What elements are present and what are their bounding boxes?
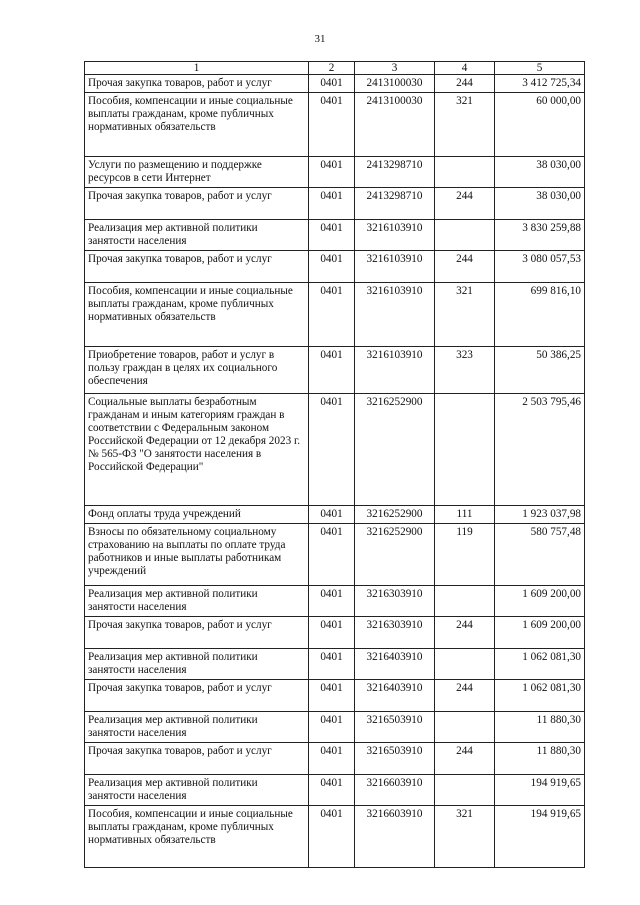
table-row	[85, 712, 585, 743]
row-dept-code-cell: 0401	[309, 806, 355, 868]
table-row	[85, 680, 585, 712]
row-name-cell: Пособия, компенсации и иные социальные выплаты гражданам, кроме публичных нормативных обязательств	[85, 806, 309, 868]
table-row	[85, 394, 585, 506]
row-target-code-cell: 2413298710	[355, 188, 435, 220]
table-row	[85, 586, 585, 617]
row-amount-cell: 11 880,30	[495, 743, 585, 775]
row-amount-cell: 1 609 200,00	[495, 586, 585, 617]
column-header: 5	[495, 62, 585, 75]
row-kind-code-cell	[435, 220, 495, 251]
row-dept-code-cell: 0401	[309, 524, 355, 586]
row-name-cell: Прочая закупка товаров, работ и услуг	[85, 75, 309, 93]
row-target-code-cell: 3216503910	[355, 743, 435, 775]
row-amount-cell: 2 503 795,46	[495, 394, 585, 506]
row-amount-cell: 11 880,30	[495, 712, 585, 743]
row-name-cell: Пособия, компенсации и иные социальные выплаты гражданам, кроме публичных нормативных обязательств	[85, 93, 309, 157]
row-kind-code-cell	[435, 394, 495, 506]
row-amount-cell: 1 062 081,30	[495, 649, 585, 680]
row-target-code-cell: 3216603910	[355, 775, 435, 806]
row-dept-code-cell: 0401	[309, 157, 355, 188]
row-dept-code-cell: 0401	[309, 586, 355, 617]
row-dept-code-cell: 0401	[309, 251, 355, 283]
row-kind-code-cell	[435, 712, 495, 743]
row-amount-cell: 60 000,00	[495, 93, 585, 157]
row-dept-code-cell: 0401	[309, 220, 355, 251]
table-row	[85, 283, 585, 347]
table-row	[85, 743, 585, 775]
row-amount-cell: 38 030,00	[495, 188, 585, 220]
row-amount-cell: 1 062 081,30	[495, 680, 585, 712]
row-target-code-cell: 2413100030	[355, 93, 435, 157]
row-name-cell: Прочая закупка товаров, работ и услуг	[85, 188, 309, 220]
row-amount-cell: 580 757,48	[495, 524, 585, 586]
row-target-code-cell: 3216303910	[355, 617, 435, 649]
column-header: 1	[85, 62, 309, 75]
row-target-code-cell: 3216252900	[355, 506, 435, 524]
row-name-cell: Реализация мер активной политики занятости населения	[85, 712, 309, 743]
row-name-cell: Взносы по обязательному социальному страхованию на выплаты по оплате труда работников и иные выплаты работникам учреждений	[85, 524, 309, 586]
row-amount-cell: 50 386,25	[495, 347, 585, 394]
row-dept-code-cell: 0401	[309, 712, 355, 743]
row-kind-code-cell: 244	[435, 680, 495, 712]
row-dept-code-cell: 0401	[309, 680, 355, 712]
row-kind-code-cell: 323	[435, 347, 495, 394]
row-name-cell: Пособия, компенсации и иные социальные выплаты гражданам, кроме публичных нормативных обязательств	[85, 283, 309, 347]
column-header: 2	[309, 62, 355, 75]
row-target-code-cell: 3216103910	[355, 220, 435, 251]
table-row	[85, 347, 585, 394]
row-dept-code-cell: 0401	[309, 743, 355, 775]
row-dept-code-cell: 0401	[309, 188, 355, 220]
row-target-code-cell: 3216403910	[355, 680, 435, 712]
table-row	[85, 524, 585, 586]
row-amount-cell: 1 923 037,98	[495, 506, 585, 524]
row-name-cell: Приобретение товаров, работ и услуг в пользу граждан в целях их социального обеспечения	[85, 347, 309, 394]
row-kind-code-cell: 244	[435, 188, 495, 220]
table-row	[85, 157, 585, 188]
row-amount-cell: 1 609 200,00	[495, 617, 585, 649]
table-row	[85, 251, 585, 283]
row-target-code-cell: 3216252900	[355, 524, 435, 586]
row-dept-code-cell: 0401	[309, 93, 355, 157]
row-kind-code-cell: 244	[435, 251, 495, 283]
column-header: 4	[435, 62, 495, 75]
row-target-code-cell: 3216103910	[355, 251, 435, 283]
row-dept-code-cell: 0401	[309, 394, 355, 506]
header-row	[85, 62, 585, 75]
table-row	[85, 617, 585, 649]
row-kind-code-cell: 244	[435, 617, 495, 649]
row-amount-cell: 3 830 259,88	[495, 220, 585, 251]
row-name-cell: Прочая закупка товаров, работ и услуг	[85, 251, 309, 283]
row-amount-cell: 699 816,10	[495, 283, 585, 347]
table-row	[85, 93, 585, 157]
row-name-cell: Фонд оплаты труда учреждений	[85, 506, 309, 524]
column-header: 3	[355, 62, 435, 75]
row-amount-cell: 194 919,65	[495, 806, 585, 868]
row-kind-code-cell: 321	[435, 806, 495, 868]
row-name-cell: Прочая закупка товаров, работ и услуг	[85, 743, 309, 775]
row-target-code-cell: 3216603910	[355, 806, 435, 868]
table-row	[85, 649, 585, 680]
row-target-code-cell: 3216103910	[355, 347, 435, 394]
table-row	[85, 506, 585, 524]
page-number: 31	[314, 33, 326, 45]
table-row	[85, 188, 585, 220]
row-amount-cell: 3 080 057,53	[495, 251, 585, 283]
table-row	[85, 220, 585, 251]
row-dept-code-cell: 0401	[309, 75, 355, 93]
row-dept-code-cell: 0401	[309, 283, 355, 347]
row-dept-code-cell: 0401	[309, 617, 355, 649]
row-name-cell: Прочая закупка товаров, работ и услуг	[85, 617, 309, 649]
row-name-cell: Реализация мер активной политики занятости населения	[85, 220, 309, 251]
row-target-code-cell: 3216303910	[355, 586, 435, 617]
row-target-code-cell: 3216103910	[355, 283, 435, 347]
row-name-cell: Реализация мер активной политики занятости населения	[85, 775, 309, 806]
row-name-cell: Услуги по размещению и поддержке ресурсов в сети Интернет	[85, 157, 309, 188]
row-name-cell: Прочая закупка товаров, работ и услуг	[85, 680, 309, 712]
row-target-code-cell: 2413100030	[355, 75, 435, 93]
row-kind-code-cell: 321	[435, 93, 495, 157]
row-target-code-cell: 2413298710	[355, 157, 435, 188]
row-dept-code-cell: 0401	[309, 775, 355, 806]
row-kind-code-cell	[435, 649, 495, 680]
row-name-cell: Реализация мер активной политики занятости населения	[85, 586, 309, 617]
row-dept-code-cell: 0401	[309, 506, 355, 524]
row-dept-code-cell: 0401	[309, 347, 355, 394]
row-kind-code-cell: 244	[435, 743, 495, 775]
row-kind-code-cell	[435, 775, 495, 806]
row-target-code-cell: 3216503910	[355, 712, 435, 743]
budget-table	[84, 61, 585, 868]
table-row	[85, 806, 585, 868]
row-dept-code-cell: 0401	[309, 649, 355, 680]
row-amount-cell: 38 030,00	[495, 157, 585, 188]
row-name-cell: Социальные выплаты безработным гражданам и иным категориям граждан в соответствии с Федеральным законом Российской Федерации от 12 декабря 2023 г. № 565-ФЗ "О занятости населения в Российской Федерации"	[85, 394, 309, 506]
table-row	[85, 775, 585, 806]
row-kind-code-cell: 111	[435, 506, 495, 524]
row-kind-code-cell	[435, 586, 495, 617]
row-kind-code-cell: 119	[435, 524, 495, 586]
row-kind-code-cell	[435, 157, 495, 188]
row-target-code-cell: 3216403910	[355, 649, 435, 680]
row-name-cell: Реализация мер активной политики занятости населения	[85, 649, 309, 680]
row-kind-code-cell: 244	[435, 75, 495, 93]
row-kind-code-cell: 321	[435, 283, 495, 347]
table-row	[85, 75, 585, 93]
row-target-code-cell: 3216252900	[355, 394, 435, 506]
row-amount-cell: 3 412 725,34	[495, 75, 585, 93]
row-amount-cell: 194 919,65	[495, 775, 585, 806]
